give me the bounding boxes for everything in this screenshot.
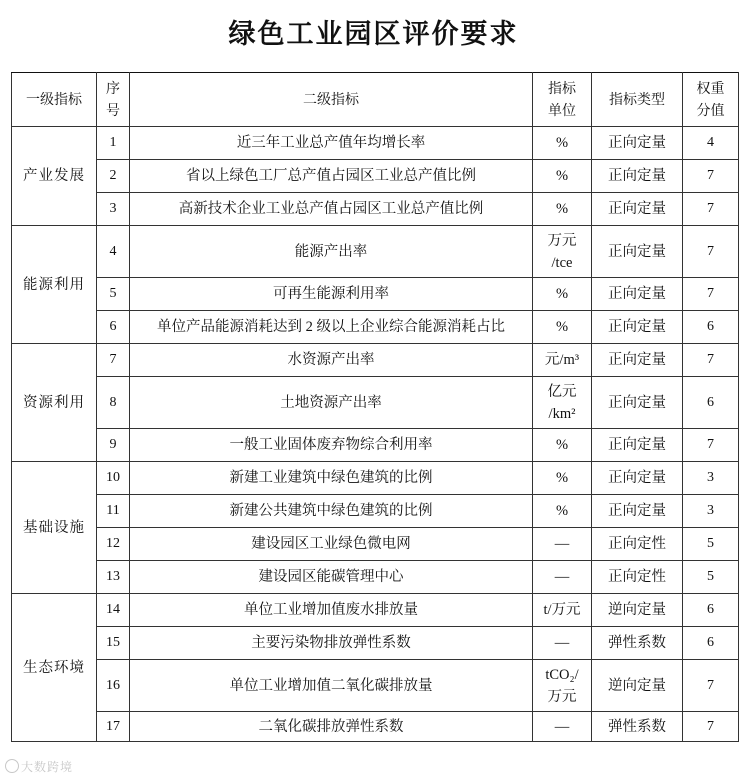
category-cell: 产业发展 [12, 127, 97, 226]
indicator-cell: 一般工业固体废弃物综合利用率 [130, 429, 533, 462]
watermark-text: 大数跨境 [21, 760, 74, 774]
unit-cell: 万元 /tce [533, 226, 592, 278]
type-cell: 正向定性 [592, 561, 683, 594]
seq-cell: 17 [97, 712, 130, 742]
header-weight: 权重 分值 [683, 73, 739, 127]
indicator-cell: 新建工业建筑中绿色建筑的比例 [130, 462, 533, 495]
table-row [12, 193, 739, 226]
weight-cell: 7 [683, 660, 739, 712]
weight-cell: 3 [683, 495, 739, 528]
weight-cell: 6 [683, 377, 739, 429]
evaluation-table-wrapper [11, 72, 739, 742]
type-cell: 逆向定量 [592, 594, 683, 627]
weight-cell: 3 [683, 462, 739, 495]
weight-cell: 5 [683, 528, 739, 561]
type-cell: 正向定量 [592, 429, 683, 462]
unit-cell: 亿元 /km² [533, 377, 592, 429]
unit-cell: 元/m³ [533, 344, 592, 377]
header-level2: 二级指标 [130, 73, 533, 127]
unit-cell: % [533, 429, 592, 462]
table-row [12, 712, 739, 742]
weight-cell: 7 [683, 344, 739, 377]
table-row [12, 160, 739, 193]
unit-cell: t/万元 [533, 594, 592, 627]
type-cell: 逆向定量 [592, 660, 683, 712]
table-row [12, 311, 739, 344]
indicator-cell: 新建公共建筑中绿色建筑的比例 [130, 495, 533, 528]
header-unit: 指标 单位 [533, 73, 592, 127]
seq-cell: 8 [97, 377, 130, 429]
indicator-cell: 近三年工业总产值年均增长率 [130, 127, 533, 160]
table-row [12, 278, 739, 311]
weight-cell: 7 [683, 429, 739, 462]
unit-cell: % [533, 311, 592, 344]
category-cell: 生态环境 [12, 594, 97, 742]
weight-cell: 4 [683, 127, 739, 160]
table-row [12, 226, 739, 278]
seq-cell: 1 [97, 127, 130, 160]
indicator-cell: 土地资源产出率 [130, 377, 533, 429]
type-cell: 正向定量 [592, 311, 683, 344]
table-row [12, 627, 739, 660]
unit-cell: % [533, 160, 592, 193]
seq-cell: 10 [97, 462, 130, 495]
seq-cell: 2 [97, 160, 130, 193]
type-cell: 正向定量 [592, 193, 683, 226]
table-row [12, 561, 739, 594]
seq-cell: 11 [97, 495, 130, 528]
seq-cell: 12 [97, 528, 130, 561]
unit-cell: % [533, 127, 592, 160]
unit-cell: tCO₂/ 万元 [533, 660, 592, 712]
type-cell: 正向定量 [592, 226, 683, 278]
weight-cell: 6 [683, 311, 739, 344]
type-cell: 正向定性 [592, 528, 683, 561]
unit-cell: — [533, 561, 592, 594]
indicator-cell: 可再生能源利用率 [130, 278, 533, 311]
category-cell: 基础设施 [12, 462, 97, 594]
weight-cell: 7 [683, 712, 739, 742]
unit-cell: % [533, 495, 592, 528]
seq-cell: 15 [97, 627, 130, 660]
table-row [12, 377, 739, 429]
unit-cell: % [533, 278, 592, 311]
type-cell: 正向定量 [592, 127, 683, 160]
seq-cell: 13 [97, 561, 130, 594]
type-cell: 正向定量 [592, 278, 683, 311]
indicator-cell: 建设园区能碳管理中心 [130, 561, 533, 594]
type-cell: 弹性系数 [592, 627, 683, 660]
unit-cell: % [533, 462, 592, 495]
indicator-cell: 主要污染物排放弹性系数 [130, 627, 533, 660]
weight-cell: 6 [683, 627, 739, 660]
seq-cell: 5 [97, 278, 130, 311]
watermark-logo-icon [5, 759, 19, 773]
seq-cell: 14 [97, 594, 130, 627]
indicator-cell: 省以上绿色工厂总产值占园区工业总产值比例 [130, 160, 533, 193]
indicator-cell: 能源产出率 [130, 226, 533, 278]
seq-cell: 3 [97, 193, 130, 226]
unit-cell: — [533, 712, 592, 742]
type-cell: 正向定量 [592, 160, 683, 193]
weight-cell: 7 [683, 278, 739, 311]
unit-cell: — [533, 528, 592, 561]
seq-cell: 7 [97, 344, 130, 377]
page-title: 绿色工业园区评价要求 [228, 19, 519, 50]
indicator-cell: 高新技术企业工业总产值占园区工业总产值比例 [130, 193, 533, 226]
unit-cell: % [533, 193, 592, 226]
table-row [12, 429, 739, 462]
indicator-cell: 建设园区工业绿色微电网 [130, 528, 533, 561]
table-row [12, 528, 739, 561]
category-cell: 能源利用 [12, 226, 97, 344]
header-seq: 序 号 [97, 73, 130, 127]
indicator-cell: 二氧化碳排放弹性系数 [130, 712, 533, 742]
unit-cell: — [533, 627, 592, 660]
table-row [12, 660, 739, 712]
header-level1: 一级指标 [12, 73, 97, 127]
table-row [12, 594, 739, 627]
type-cell: 正向定量 [592, 377, 683, 429]
seq-cell: 6 [97, 311, 130, 344]
header-type: 指标类型 [592, 73, 683, 127]
weight-cell: 7 [683, 193, 739, 226]
seq-cell: 4 [97, 226, 130, 278]
type-cell: 正向定量 [592, 344, 683, 377]
weight-cell: 7 [683, 226, 739, 278]
weight-cell: 7 [683, 160, 739, 193]
weight-cell: 5 [683, 561, 739, 594]
seq-cell: 16 [97, 660, 130, 712]
seq-cell: 9 [97, 429, 130, 462]
type-cell: 正向定量 [592, 495, 683, 528]
table-row [12, 127, 739, 160]
weight-cell: 6 [683, 594, 739, 627]
type-cell: 正向定量 [592, 462, 683, 495]
indicator-cell: 单位产品能源消耗达到 2 级以上企业综合能源消耗占比 [130, 311, 533, 344]
evaluation-table [11, 72, 739, 742]
indicator-cell: 单位工业增加值废水排放量 [130, 594, 533, 627]
indicator-cell: 单位工业增加值二氧化碳排放量 [130, 660, 533, 712]
table-row [12, 462, 739, 495]
table-row [12, 495, 739, 528]
table-header-row [12, 73, 739, 127]
category-cell: 资源利用 [12, 344, 97, 462]
type-cell: 弹性系数 [592, 712, 683, 742]
indicator-cell: 水资源产出率 [130, 344, 533, 377]
table-row [12, 344, 739, 377]
watermark [5, 758, 73, 775]
